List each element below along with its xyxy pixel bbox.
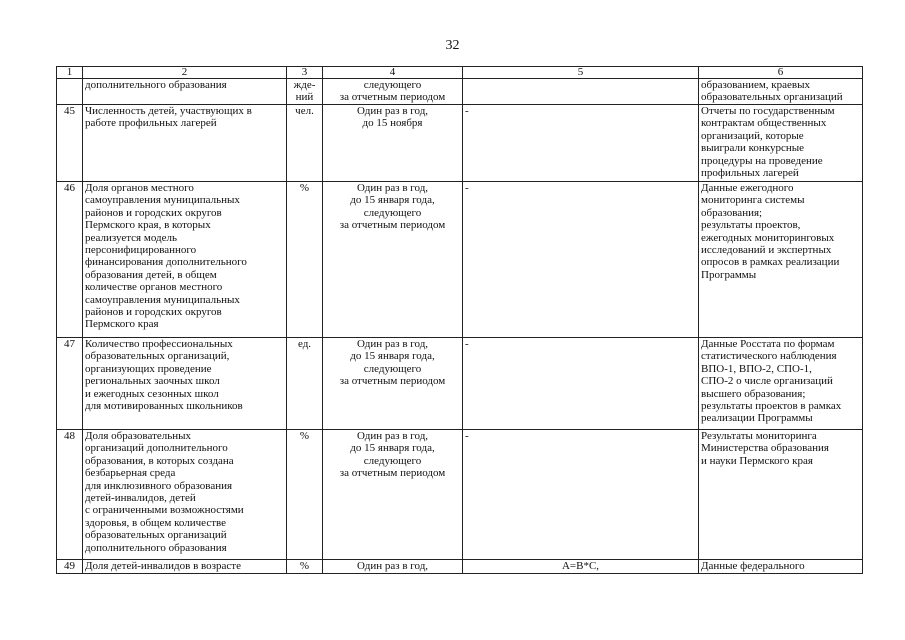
row-number: 48 (57, 430, 83, 560)
data-source: Отчеты по государственным контрактам общественных организаций, которые выиграли конкурсные процедуры на проведение профильных лагерей (699, 105, 863, 182)
data-source: Данные ежегодного мониторинга системы образования; результаты проектов, ежегодных мониторинговых исследований и экспертных опросов в рамках реализации Программы (699, 182, 863, 338)
calculation-formula: А=В*С, (463, 560, 699, 574)
unit-of-measure: % (287, 430, 323, 560)
column-number: 4 (323, 67, 463, 79)
reporting-period: Один раз в год, до 15 января года, следующего за отчетным периодом (323, 338, 463, 430)
reporting-period: Один раз в год, до 15 января года, следующего за отчетным периодом (323, 430, 463, 560)
column-number: 3 (287, 67, 323, 79)
row-number: 45 (57, 105, 83, 182)
page-number: 32 (445, 38, 460, 53)
unit-of-measure: чел. (287, 105, 323, 182)
table-row (57, 79, 863, 105)
row-number: 47 (57, 338, 83, 430)
indicator-name: Доля органов местного самоуправления муниципальных районов и городских округов Пермского края, в которых реализуется модель персонифицированного финансирования дополнительного образования детей, в общем количестве органов местного самоуправления муниципальных районов и городских округов Пермского края (83, 182, 287, 338)
calculation-formula: - (463, 430, 699, 560)
table-row (57, 338, 863, 430)
indicator-name: Доля детей-инвалидов в возрасте (83, 560, 287, 574)
column-number: 6 (699, 67, 863, 79)
data-source: образованием, краевых образовательных организаций (699, 79, 863, 105)
table-row (57, 105, 863, 182)
unit-of-measure: % (287, 182, 323, 338)
column-number: 1 (57, 67, 83, 79)
table-row (57, 182, 863, 338)
row-number: 49 (57, 560, 83, 574)
reporting-period: Один раз в год, (323, 560, 463, 574)
column-number: 5 (463, 67, 699, 79)
calculation-formula: - (463, 105, 699, 182)
data-source: Данные Росстата по формам статистического наблюдения ВПО-1, ВПО-2, СПО-1, СПО-2 о числе организаций высшего образования; результаты проектов в рамках реализации Программы (699, 338, 863, 430)
reporting-period: Один раз в год, до 15 января года, следующего за отчетным периодом (323, 182, 463, 338)
row-number (57, 79, 83, 105)
calculation-formula: - (463, 182, 699, 338)
table-row (57, 560, 863, 574)
unit-of-measure: ед. (287, 338, 323, 430)
reporting-period: следующего за отчетным периодом (323, 79, 463, 105)
calculation-formula: - (463, 338, 699, 430)
indicator-name: Количество профессиональных образовательных организаций, организующих проведение региональных заочных школ и ежегодных сезонных школ для мотивированных школьников (83, 338, 287, 430)
unit-of-measure: жде- ний (287, 79, 323, 105)
column-number-row (57, 67, 863, 79)
indicator-name: Доля образовательных организаций дополнительного образования, в которых создана безбарьерная среда для инклюзивного образования детей-инвалидов, детей с ограниченными возможностями здоровья, в общем количестве образовательных организаций дополнительного образования (83, 430, 287, 560)
unit-of-measure: % (287, 560, 323, 574)
data-source: Результаты мониторинга Министерства образования и науки Пермского края (699, 430, 863, 560)
indicator-name: дополнительного образования (83, 79, 287, 105)
table-row (57, 430, 863, 560)
indicator-name: Численность детей, участвующих в работе профильных лагерей (83, 105, 287, 182)
data-source: Данные федерального (699, 560, 863, 574)
reporting-period: Один раз в год, до 15 ноября (323, 105, 463, 182)
calculation-formula (463, 79, 699, 105)
row-number: 46 (57, 182, 83, 338)
column-number: 2 (83, 67, 287, 79)
indicator-table (56, 66, 863, 574)
